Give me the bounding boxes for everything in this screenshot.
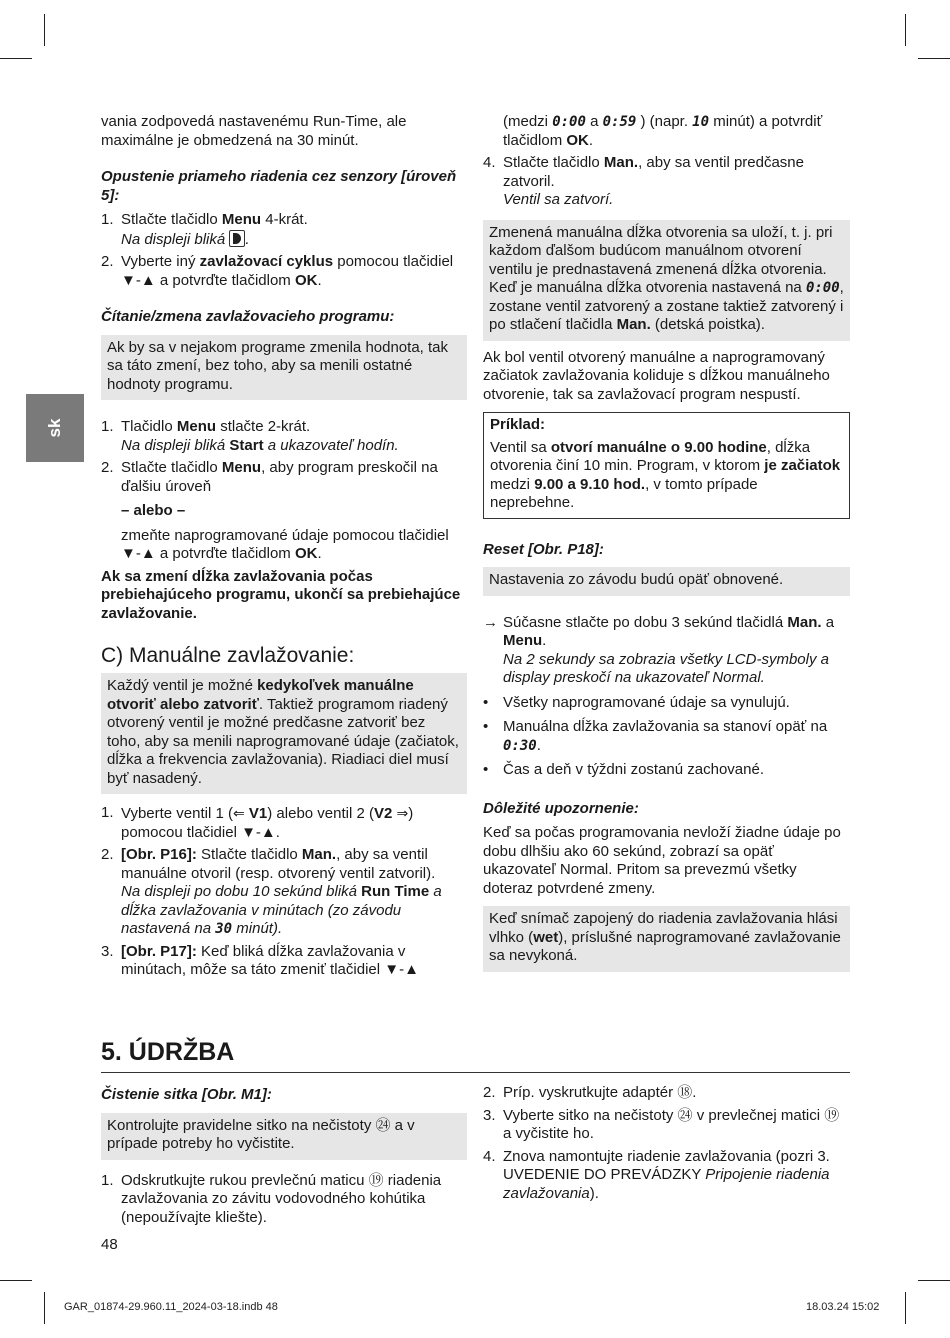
list-item: • Čas a deň v týždni zostanú zachované.	[483, 761, 764, 778]
list-item: 2. Stlačte tlačidlo Menu, aby program preskočil na ďalšiu úroveň	[101, 459, 438, 495]
crop-mark	[44, 14, 45, 46]
arrow-right-icon: →	[483, 613, 498, 631]
alternative-separator: – alebo –	[121, 502, 186, 519]
page-number: 48	[101, 1236, 118, 1253]
section-title-manual: C) Manuálne zavlažovanie:	[101, 644, 355, 667]
section-title-reset: Reset [Obr. P18]:	[483, 540, 604, 558]
read-change-steps	[101, 418, 467, 564]
list-item: 2. Vyberte iný zavlažovací cyklus pomocou tlačidiel ▼-▲ a potvrďte tlačidlom OK.	[101, 253, 454, 289]
collision-text: Ak bol ventil otvorený manuálne a naprogramovaný začiatok zavlažovania koliduje s dĺžkou manuálneho otvorenie, tak sa zavlažovací program nespustí.	[483, 348, 830, 403]
language-tab	[26, 394, 84, 462]
maintenance-left	[101, 1068, 467, 1227]
bullet-icon: •	[483, 761, 489, 778]
left-column	[101, 113, 467, 980]
list-item: 1. Tlačidlo Menu stlačte 2-krát. Na displeji bliká Start a ukazovateľ hodín.	[101, 418, 399, 454]
crop-mark	[918, 1280, 950, 1281]
list-item: 1. Odskrutkujte rukou prevlečnú maticu ⑲ riadenia zavlažovania zo závitu vodovodného kohútika (nepoužívajte kliešte).	[101, 1171, 442, 1226]
continued-step: (medzi 0:00 a 0:59 ) (napr. 10 minút) a potvrdiť tlačidlom OK.	[503, 113, 823, 149]
list-item: 3. Vyberte sitko na nečistoty ㉔ v prevlečnej matici ⑲ a vyčistite ho.	[483, 1106, 840, 1142]
list-item: 2. [Obr. P16]: Stlačte tlačidlo Man., aby sa ventil manuálne otvoril (resp. otvorený ventil zatvoril). Na displeji po dobu 10 sekúnd bliká Run Time a dĺžka zavlažovania v minútach (zo závodu nastavená na 30 minút).	[101, 846, 442, 937]
info-box: Ak by sa v nejakom programe zmenila hodnota, tak sa táto zmení, bez toho, aby sa menili ostatné hodnoty programu.	[101, 335, 467, 401]
crop-mark	[0, 58, 32, 59]
right-column	[483, 113, 850, 972]
crop-mark	[905, 14, 906, 46]
list-item: 4. Stlačte tlačidlo Man., aby sa ventil predčasne zatvoril. Ventil sa zatvorí.	[483, 154, 804, 208]
footer-file: GAR_01874-29.960.11_2024-03-18.indb 48	[64, 1301, 278, 1313]
section-title-sensor-exit: Opustenie priameho riadenia cez senzory [úroveň 5]:	[101, 168, 457, 204]
bullet-icon: •	[483, 718, 489, 735]
moon-icon	[229, 230, 245, 247]
maintenance-right	[483, 1084, 850, 1203]
chapter-heading: 5. ÚDRŽBA	[101, 1038, 235, 1066]
crop-mark	[918, 58, 950, 59]
list-item: 1. Vyberte ventil 1 (⇐ V1) alebo ventil 2 (V2 ⇒) pomocou tlačidiel ▼-▲.	[101, 804, 414, 841]
info-box: Kontrolujte pravidelne sitko na nečistoty ㉔ a v prípade potreby ho vyčistite.	[101, 1113, 467, 1160]
section-title-note: Dôležité upozornenie:	[483, 799, 639, 817]
manual-steps	[101, 804, 467, 980]
alternative-text: zmeňte naprogramované údaje pomocou tlačidiel ▼-▲ a potvrďte tlačidlom OK.	[121, 526, 449, 562]
list-item: 1. Stlačte tlačidlo Menu 4-krát. Na displeji bliká .	[101, 211, 308, 248]
list-item: 4. Znova namontujte riadenie zavlažovania (pozri 3. UVEDENIE DO PREVÁDZKY Pripojenie riadenia zavlažovania).	[483, 1147, 830, 1202]
arrow-left-icon: ⇐	[233, 805, 245, 821]
crop-mark	[44, 1292, 45, 1324]
crop-mark	[905, 1292, 906, 1324]
example-title: Príklad:	[490, 416, 546, 433]
list-item: • Všetky naprogramované údaje sa vynulujú.	[483, 693, 790, 711]
info-box: Keď snímač zapojený do riadenia zavlažovania hlási vlhko (wet), príslušné naprogramované zavlažovanie sa nevykoná.	[483, 906, 850, 972]
footer-date: 18.03.24 15:02	[806, 1301, 880, 1313]
list-item: → Súčasne stlačte po dobu 3 sekúnd tlačidlá Man. a Menu. Na 2 sekundy sa zobrazia všetky LCD-symboly a display preskočí na ukazovateľ Normal.	[483, 613, 835, 686]
info-box: Každý ventil je možné kedykoľvek manuálne otvoriť alebo zatvoriť. Taktiež programom riadený otvorený ventil je možné predčasne zatvoriť bez toho, aby sa menili naprogramované údaje (začiatok, dĺžka a frekvencia zavlažovania). Riadiaci diel musí byť nasadený.	[101, 673, 467, 794]
info-box: Zmenená manuálna dĺžka otvorenia sa uloží, t. j. pri každom ďalšom budúcom manuálnom otvorení ventilu je prednastavená zmenená dĺžka otvorenia. Keď je manuálna dĺžka otvorenia nastavená na 0:00, zostane ventil zatvorený a zostane taktiež zatvorený i po stlačení tlačidla Man. (detská poistka).	[483, 220, 850, 341]
list-item: 3. [Obr. P17]: Keď bliká dĺžka zavlažovania v minútach, môže sa táto zmeniť tlačidiel ▼-▲	[101, 942, 419, 978]
sensor-exit-steps	[101, 211, 467, 290]
list-item: 2. Príp. vyskrutkujte adaptér ⑱.	[483, 1084, 697, 1101]
example-box: Príklad: Ventil sa otvorí manuálne o 9.00 hodine, dĺžka otvorenia činí 10 min. Program, v ktorom je začiatok medzi 9.00 a 9.10 hod., v tomto prípade neprebehne.	[483, 412, 850, 519]
arrow-right-icon: ⇒	[396, 805, 409, 821]
bullet-icon: •	[483, 693, 489, 711]
list-item: • Manuálna dĺžka zavlažovania sa stanoví opäť na 0:30.	[483, 718, 828, 754]
info-box: Nastavenia zo závodu budú opäť obnovené.	[483, 567, 850, 596]
intro-text: vania zodpovedá nastavenému Run-Time, ale maximálne je obmedzená na 30 minút.	[101, 113, 407, 149]
section-title-cleaning: Čistenie sitka [Obr. M1]:	[101, 1086, 272, 1103]
note-text: Keď sa počas programovania nevloží žiadne údaje po dobu dlhšiu ako 60 sekúnd, zobrazí sa opäť ukazovateľ Normal. Pritom sa prevezmú všetky doteraz potvrdené zmeny.	[483, 824, 841, 897]
warning-text: Ak sa zmení dĺžka zavlažovania počas prebiehajúceho programu, ukončí sa prebiehajúce zavlažovanie.	[101, 567, 461, 622]
section-title-read-change: Čítanie/zmena zavlažovacieho programu:	[101, 308, 395, 325]
crop-mark	[0, 1280, 32, 1281]
language-tab-label: sk	[44, 418, 64, 438]
